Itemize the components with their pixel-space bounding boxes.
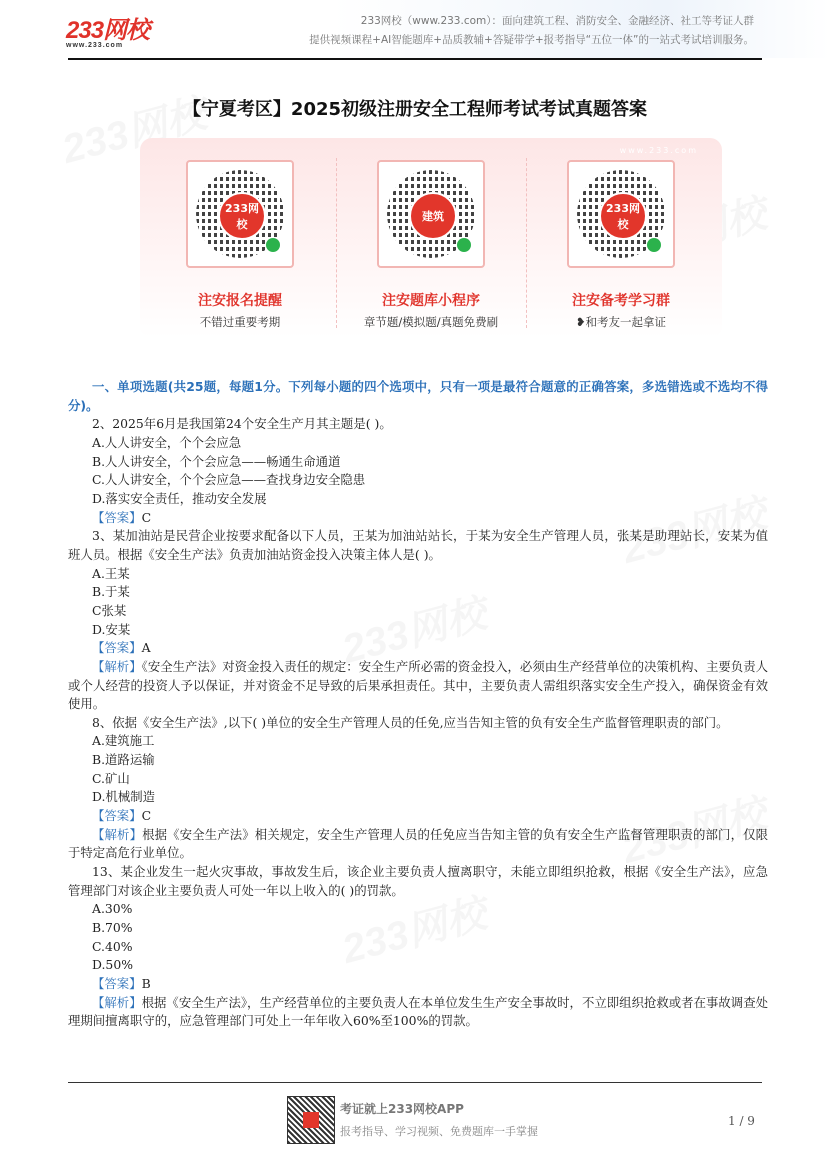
question-line (68, 938, 768, 957)
divider (336, 158, 337, 328)
card-heading: 注安备考学习群 (572, 293, 670, 309)
card-subtitle: 不错过重要考期 (199, 315, 281, 329)
question-line (68, 956, 768, 975)
line-text: 一、单项选题(共25题，每题1分。下列每小题的四个选项中，只有一项是最符合题意的正确答案，多选错选或不选均不得分)。 (68, 379, 768, 413)
card-heading: 注安题库小程序 (382, 293, 480, 309)
line-text: C.矿山 (92, 770, 130, 786)
line-text: 2、2025年6月是我国第24个安全生产月其主题是( )。 (92, 416, 392, 432)
question-line (68, 490, 768, 509)
line-text: A.人人讲安全，个个会应急 (92, 434, 242, 450)
qr-card-study-group[interactable] (536, 160, 706, 330)
line-text: B.于某 (92, 584, 130, 600)
line-text: A.建筑施工 (92, 733, 155, 749)
header-line-1: 233网校（www.233.com）：面向建筑工程、消防安全、金融经济、社工等考证人群 (360, 15, 754, 27)
banner-site: www.233.com (619, 146, 698, 155)
line-text: D.50% (92, 957, 133, 973)
logo-text: 233网校 (66, 17, 150, 44)
question-line (68, 714, 768, 733)
card-heading: 注安报名提醒 (198, 293, 282, 309)
exam-content (68, 378, 768, 1031)
header-divider (68, 58, 762, 60)
section-heading (68, 378, 768, 415)
line-text: A (141, 640, 151, 656)
question-line (68, 863, 768, 900)
line-text: B (141, 976, 151, 991)
question-line (68, 732, 768, 751)
answer-line (68, 975, 768, 994)
answer-label: 【答案】 (92, 640, 142, 656)
footer-divider (68, 1082, 762, 1083)
qr-banner (140, 138, 722, 338)
question-line (68, 471, 768, 490)
qr-code-icon: 建筑 (377, 160, 485, 268)
logo[interactable] (66, 10, 149, 49)
miniprogram-icon (266, 238, 280, 252)
answer-label: 【解析】 (92, 826, 143, 842)
qr-card-question-bank[interactable] (346, 160, 516, 330)
line-text: B.道路运输 (92, 752, 155, 768)
card-subtitle: ❥和考友一起拿证 (575, 315, 667, 329)
footer-title: 考证就上233网校APP (340, 1102, 464, 1116)
line-text: 13、某企业发生一起火灾事故，事故发生后，该企业主要负责人擅离职守，未能立即组织抢救，根据《安全生产法》，应急管理部门对该企业主要负责人可处一年以上收入的( )的罚款。 (68, 864, 768, 898)
qr-code-icon: 233网校 (186, 160, 294, 268)
question-line (68, 602, 768, 621)
line-text: D.机械制造 (92, 789, 155, 805)
line-text: C (141, 808, 152, 824)
answer-line (68, 807, 768, 826)
line-text: 3、某加油站是民营企业按要求配备以下人员，王某为加油站站长，于某为安全生产管理人员，张某是助理站长，安某为值班人员。根据《安全生产法》负责加油站资金投入决策主体人是( )。 (68, 528, 768, 562)
question-line (68, 621, 768, 640)
question-line (68, 788, 768, 807)
divider (526, 158, 527, 328)
answer-label: 【解析】 (92, 658, 142, 674)
qr-card-registration[interactable] (155, 160, 325, 330)
line-text: C张某 (92, 602, 127, 618)
card-subtitle: 章节题/模拟题/真题免费刷 (363, 315, 499, 329)
answer-line (68, 658, 768, 714)
answer-line (68, 994, 768, 1031)
question-line (68, 919, 768, 938)
logo-url: www.233.com (66, 42, 124, 49)
line-text: A.30% (92, 901, 133, 917)
question-line (68, 770, 768, 789)
line-text: C.人人讲安全，个个会应急——查找身边安全隐患 (92, 472, 366, 488)
line-text: C.40% (92, 938, 133, 954)
answer-label: 【答案】 (92, 808, 142, 824)
page-number: 1 / 9 (728, 1114, 755, 1128)
line-text: 8、依据《安全生产法》,以下( )单位的安全生产管理人员的任免,应当告知主管的负有安全生产监督管理职责的部门。 (92, 714, 729, 730)
line-text: D.落实安全责任，推动安全发展 (92, 490, 267, 506)
app-qr-code-icon[interactable] (287, 1096, 335, 1144)
answer-line (68, 509, 768, 528)
line-text: 《安全生产法》对资金投入责任的规定：安全生产所必需的资金投入，必须由生产经营单位的决策机构、主要负责人或个人经营的投资人予以保证，并对资金不足导致的后果承担责任。其中，主要负责人需组织落实安全生产投入，确保资金有效使用。 (68, 658, 768, 712)
question-line (68, 434, 768, 453)
line-text: 根据《安全生产法》相关规定，安全生产管理人员的任免应当告知主管的负有安全生产监督管理职责的部门，仅限于特定高危行业单位。 (68, 826, 769, 861)
page-title: 【宁夏考区】2025初级注册安全工程师考试考试真题答案 (182, 99, 648, 120)
qr-code-icon: 233网校 (567, 160, 675, 268)
header-tagline (309, 12, 754, 50)
answer-line (68, 639, 768, 658)
question-line (68, 453, 768, 472)
miniprogram-icon (457, 238, 471, 252)
question-line (68, 583, 768, 602)
answer-label: 【解析】 (92, 994, 142, 1010)
question-line (68, 415, 768, 434)
question-line (68, 751, 768, 770)
line-text: 根据《安全生产法》，生产经营单位的主要负责人在本单位发生生产安全事故时，不立即组织抢救或者在事故调查处理期间擅离职守的，应急管理部门可处上一年年收入60%至100%的罚款。 (68, 994, 768, 1029)
answer-label: 【答案】 (92, 976, 142, 991)
answer-line (68, 826, 768, 863)
line-text: C (141, 509, 152, 525)
question-line (68, 900, 768, 919)
question-line (68, 527, 768, 564)
header-line-2: 提供视频课程+AI智能题库+品质教辅+答疑带学+报考指导“五位一体”的一站式考试培训服务。 (309, 34, 754, 46)
line-text: B.70% (92, 920, 133, 936)
line-text: D.安某 (92, 621, 131, 637)
question-line (68, 565, 768, 584)
miniprogram-icon (647, 238, 661, 252)
line-text: B.人人讲安全，个个会应急——畅通生命通道 (92, 453, 341, 469)
answer-label: 【答案】 (92, 509, 142, 525)
line-text: A.王某 (92, 565, 130, 581)
footer-subtitle: 报考指导、学习视频、免费题库一手掌握 (340, 1125, 538, 1138)
